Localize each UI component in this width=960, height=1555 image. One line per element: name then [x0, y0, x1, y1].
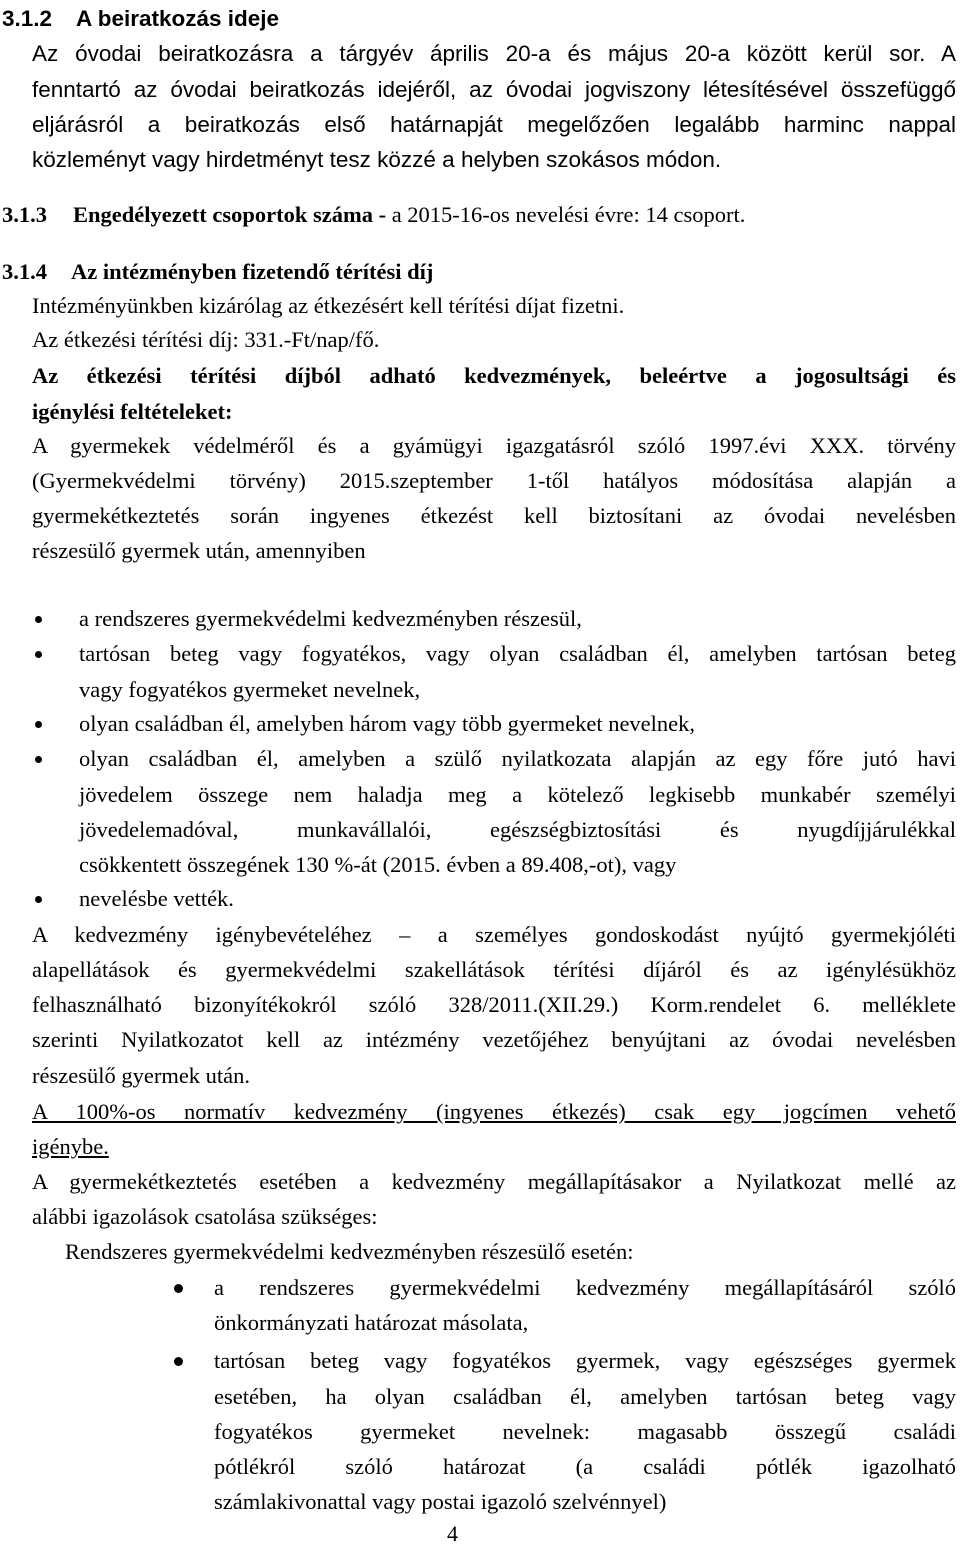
section-3-1-4-heading — [2, 259, 433, 285]
section-title: A beiratkozás ideje — [76, 6, 280, 31]
subheading: Rendszeres gyermekvédelmi kedvezményben részesülő esetén: — [65, 1239, 634, 1264]
bullet-icon — [35, 756, 42, 763]
paragraph-line: alapellátások és gyermekvédelmi szakellátások térítési díjáról és az igénylésükhöz — [32, 957, 956, 982]
list-item: a rendszeres gyermekvédelmi kedvezmény megállapításáról szóló — [214, 1275, 956, 1300]
bold-paragraph-line: igénylési feltételeket: — [32, 399, 233, 424]
section-title: Engedélyezett csoportok száma - — [73, 202, 387, 227]
underlined-note: A 100%-os normatív kedvezmény (ingyenes étkezés) csak egy jogcímen vehető — [32, 1099, 956, 1124]
paragraph-line: részesülő gyermek után, amennyiben — [32, 538, 366, 563]
paragraph-line: részesülő gyermek után. — [32, 1063, 251, 1088]
underlined-note: igénybe. — [32, 1134, 109, 1159]
paragraph-line: Az óvodai beiratkozásra a tárgyév április 20-a és május 20-a között kerül sor. A — [32, 41, 956, 66]
section-title: Az intézményben fizetendő térítési díj — [71, 259, 434, 284]
list-item: olyan családban él, amelyben a szülő nyilatkozata alapján az egy főre jutó havi — [79, 746, 956, 771]
list-item-continuation: csökkentett összegének 130 %-át (2015. évben a 89.408,-ot), vagy — [79, 852, 677, 877]
paragraph-line: alábbi igazolások csatolása szükséges: — [32, 1204, 378, 1229]
bold-paragraph-line: Az étkezési térítési díjból adható kedvezmények, beleértve a jogosultsági és — [32, 363, 956, 388]
section-number: 3.1.4 — [2, 259, 47, 284]
bullet-icon — [35, 721, 42, 728]
list-item: olyan családban él, amelyben három vagy több gyermeket nevelnek, — [79, 711, 696, 736]
section-3-1-2-heading — [2, 6, 279, 32]
bullet-icon — [174, 1284, 183, 1293]
page-number: 4 — [447, 1521, 458, 1546]
paragraph-line: eljárásról a beiratkozás első határnapját megelőzően legalább harminc nappal — [32, 112, 956, 137]
section-number: 3.1.2 — [2, 6, 53, 31]
paragraph-line: szerinti Nyilatkozatot kell az intézmény vezetőjéhez benyújtani az óvodai nevelésben — [32, 1027, 956, 1052]
bullet-icon — [35, 616, 42, 623]
section-detail: a 2015-16-os nevelési évre: 14 csoport. — [386, 202, 746, 227]
paragraph-line: gyermekétkeztetés során ingyenes étkezést kell biztosítani az óvodai nevelésben — [32, 503, 956, 528]
paragraph-line: Intézményünkben kizárólag az étkezésért kell térítési díjat fizetni. — [32, 293, 625, 318]
paragraph-line: (Gyermekvédelmi törvény) 2015.szeptember 1-től hatályos módosítása alapján a — [32, 468, 956, 493]
paragraph-line: felhasználható bizonyítékokról szóló 328/2011.(XII.29.) Korm.rendelet 6. melléklete — [32, 992, 956, 1017]
bullet-icon — [35, 896, 42, 903]
list-item: a rendszeres gyermekvédelmi kedvezményben részesül, — [79, 606, 582, 631]
paragraph-line: fenntartó az óvodai beiratkozás idejéről, az óvodai jogviszony létesítésével összefüggő — [32, 77, 956, 102]
bullet-icon — [35, 651, 42, 658]
list-item: tartósan beteg vagy fogyatékos gyermek, vagy egészséges gyermek — [214, 1348, 956, 1373]
list-item: nevelésbe vették. — [79, 886, 234, 911]
list-item-continuation: számlakivonattal vagy postai igazoló szelvénnyel) — [214, 1489, 667, 1514]
list-item-continuation: jövedelemadóval, munkavállalói, egészségbiztosítási és nyugdíjjárulékkal — [79, 817, 956, 842]
list-item-continuation: esetében, ha olyan családban él, amelyben tartósan beteg vagy — [214, 1384, 956, 1409]
list-item-continuation: fogyatékos gyermeket nevelnek: magasabb összegű családi — [214, 1419, 956, 1444]
paragraph-line: közleményt vagy hirdetményt tesz közzé a helyben szokásos módon. — [32, 147, 722, 172]
list-item-continuation: vagy fogyatékos gyermeket nevelnek, — [79, 677, 421, 702]
list-item: tartósan beteg vagy fogyatékos, vagy olyan családban él, amelyben tartósan beteg — [79, 641, 956, 666]
paragraph-line: A gyermekek védelméről és a gyámügyi igazgatásról szóló 1997.évi XXX. törvény — [32, 433, 956, 458]
bullet-icon — [174, 1357, 183, 1366]
list-item-continuation: önkormányzati határozat másolata, — [214, 1310, 529, 1335]
paragraph-line: Az étkezési térítési díj: 331.-Ft/nap/fő. — [32, 327, 380, 352]
list-item-continuation: pótlékról szóló határozat (a családi pótlék igazolható — [214, 1454, 956, 1479]
section-3-1-3-heading — [2, 202, 745, 228]
list-item-continuation: jövedelem összege nem haladja meg a kötelező legkisebb munkabér személyi — [79, 782, 956, 807]
paragraph-line: A kedvezmény igénybevételéhez – a személyes gondoskodást nyújtó gyermekjóléti — [32, 922, 956, 947]
paragraph-line: A gyermekétkeztetés esetében a kedvezmény megállapításakor a Nyilatkozat mellé az — [32, 1169, 956, 1194]
section-number: 3.1.3 — [2, 202, 47, 227]
